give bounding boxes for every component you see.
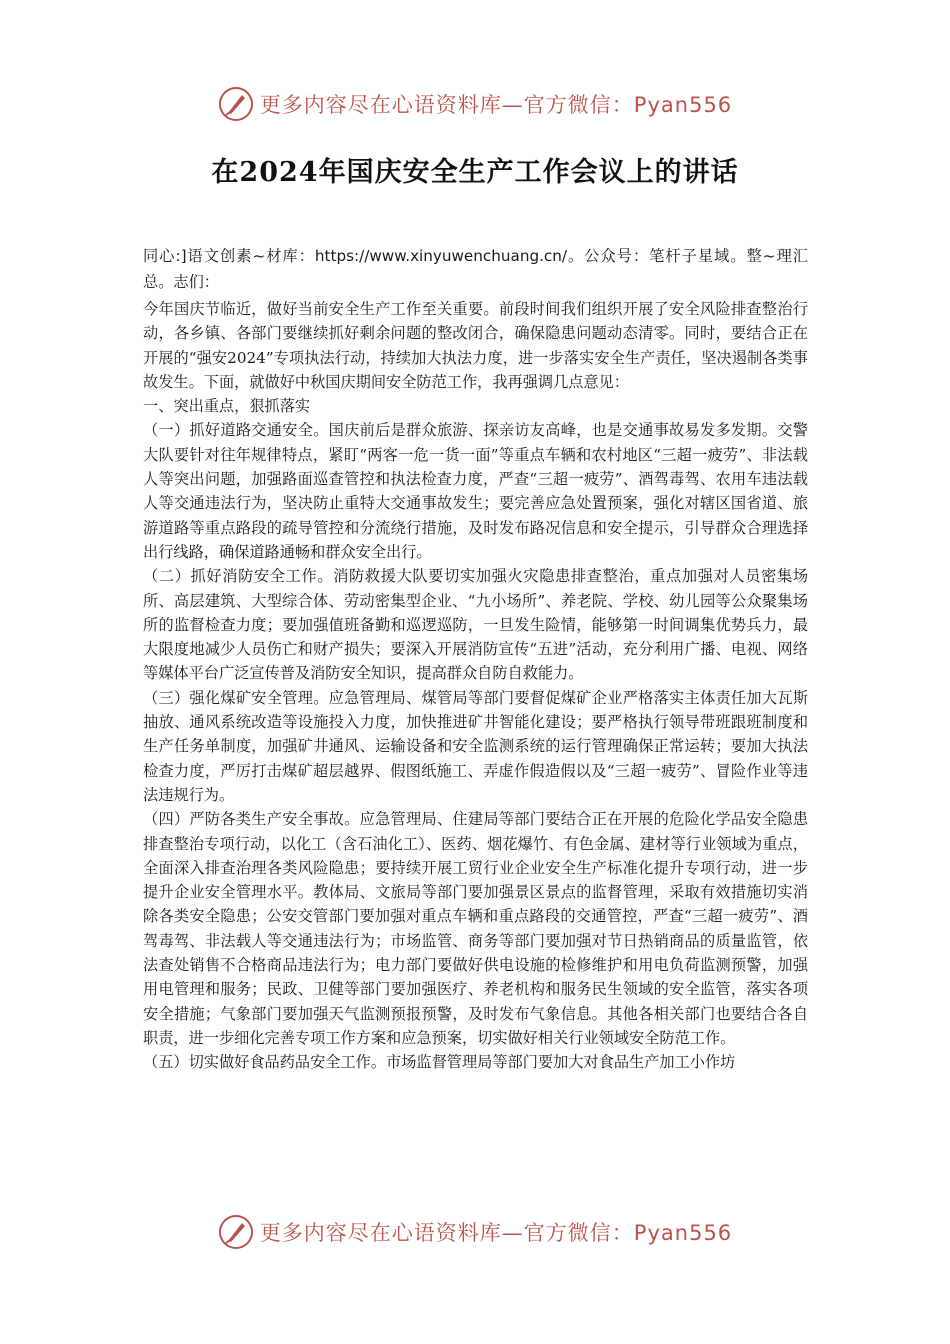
quill-pen-icon: [218, 1214, 254, 1250]
greeting-line: 同心:]语文创素~材库：https://www.xinyuwenchuang.cn/。公众号：笔杆子星域。整~理汇总。志们：: [143, 247, 808, 291]
banner-text: 更多内容尽在心语资料库—官方微信：Pyan556: [259, 93, 733, 117]
header-banner: [0, 82, 950, 126]
document-body: [143, 243, 808, 1075]
paragraph-production: （四）严防各类生产安全事故。应急管理局、住建局等部门要结合正在开展的危险化学品安全隐患排查整治专项行动，以化工（含石油化工）、医药、烟花爆竹、有色金属、建材等行业领域为重点，全面深入排查治理各类风险隐患；要持续开展工贸行业企业安全生产标准化提升专项行动，进一步提升企业安全管理水平。教体局、文旅局等部门要加强景区景点的监督管理，采取有效措施切实消除各类安全隐患；公安交管部门要加强对重点车辆和重点路段的交通管控，严查“三超一疲劳”、酒驾毒驾、非法载人等交通违法行为；市场监管、商务等部门要加强对节日热销商品的质量监管，依法查处销售不合格商品违法行为；电力部门要做好供电设施的检修维护和用电负荷监测预警，加强用电管理和服务；民政、卫健等部门要加强医疗、养老机构和服务民生领域的安全监管，落实各项安全措施；气象部门要加强天气监测预报预警，及时发布气象信息。其他各相关部门也要结合各自职责，进一步细化完善专项工作方案和应急预案，切实做好相关行业领域安全防范工作。: [143, 810, 808, 1047]
document-title: 在2024年国庆安全生产工作会议上的讲话: [211, 157, 739, 188]
quill-pen-icon: [218, 86, 254, 122]
paragraph-food: （五）切实做好食品药品安全工作。市场监督管理局等部门要加大对食品生产加工小作坊: [143, 1053, 736, 1072]
paragraph-fire: （二）抓好消防安全工作。消防救援大队要切实加强火灾隐患排查整治，重点加强对人员密集场所、高层建筑、大型综合体、劳动密集型企业、“九小场所”、养老院、学校、幼儿园等公众聚集场所的监督检查力度；要加强值班备勤和巡逻巡防，一旦发生险情，能够第一时间调集优势兵力，最大限度地减少人员伤亡和财产损失；要深入开展消防宣传“五进”活动，充分利用广播、电视、网络等媒体平台广泛宣传普及消防安全知识，提高群众自防自救能力。: [143, 567, 808, 683]
banner-text: 更多内容尽在心语资料库—官方微信：Pyan556: [259, 1221, 733, 1245]
paragraph-intro: 今年国庆节临近，做好当前安全生产工作至关重要。前段时间我们组织开展了安全风险排查整治行动，各乡镇、各部门要继续抓好剩余问题的整改闭合，确保隐患问题动态清零。同时，要结合正在开展的“强安2024”专项执法行动，持续加大执法力度，进一步落实安全生产责任，坚决遏制各类事故发生。下面，就做好中秋国庆期间安全防范工作，我再强调几点意见：: [143, 300, 808, 391]
paragraph-coal: （三）强化煤矿安全管理。应急管理局、煤管局等部门要督促煤矿企业严格落实主体责任加大瓦斯抽放、通风系统改造等设施投入力度，加快推进矿井智能化建设；要严格执行领导带班跟班制度和生产任务单制度，加强矿井通风、运输设备和安全监测系统的运行管理确保正常运转；要加大执法检查力度，严厉打击煤矿超层越界、假图纸施工、弄虚作假造假以及“三超一疲劳”、冒险作业等违法违规行为。: [143, 688, 808, 804]
paragraph-traffic: （一）抓好道路交通安全。国庆前后是群众旅游、探亲访友高峰，也是交通事故易发多发期。交警大队要针对往年规律特点，紧盯“两客一危一货一面”等重点车辆和农村地区“三超一疲劳”、非法载人等突出问题，加强路面巡查管控和执法检查力度，严查“三超一疲劳”、酒驾毒驾、农用车违法载人等交通违法行为，坚决防止重特大交通事故发生；要完善应急处置预案，强化对辖区国省道、旅游道路等重点路段的疏导管控和分流绕行措施，及时发布路况信息和安全提示，引导群众合理选择出行线路，确保道路通畅和群众安全出行。: [143, 421, 808, 561]
footer-banner: [0, 1210, 950, 1254]
section-heading: 一、突出重点，狠抓落实: [143, 397, 311, 416]
